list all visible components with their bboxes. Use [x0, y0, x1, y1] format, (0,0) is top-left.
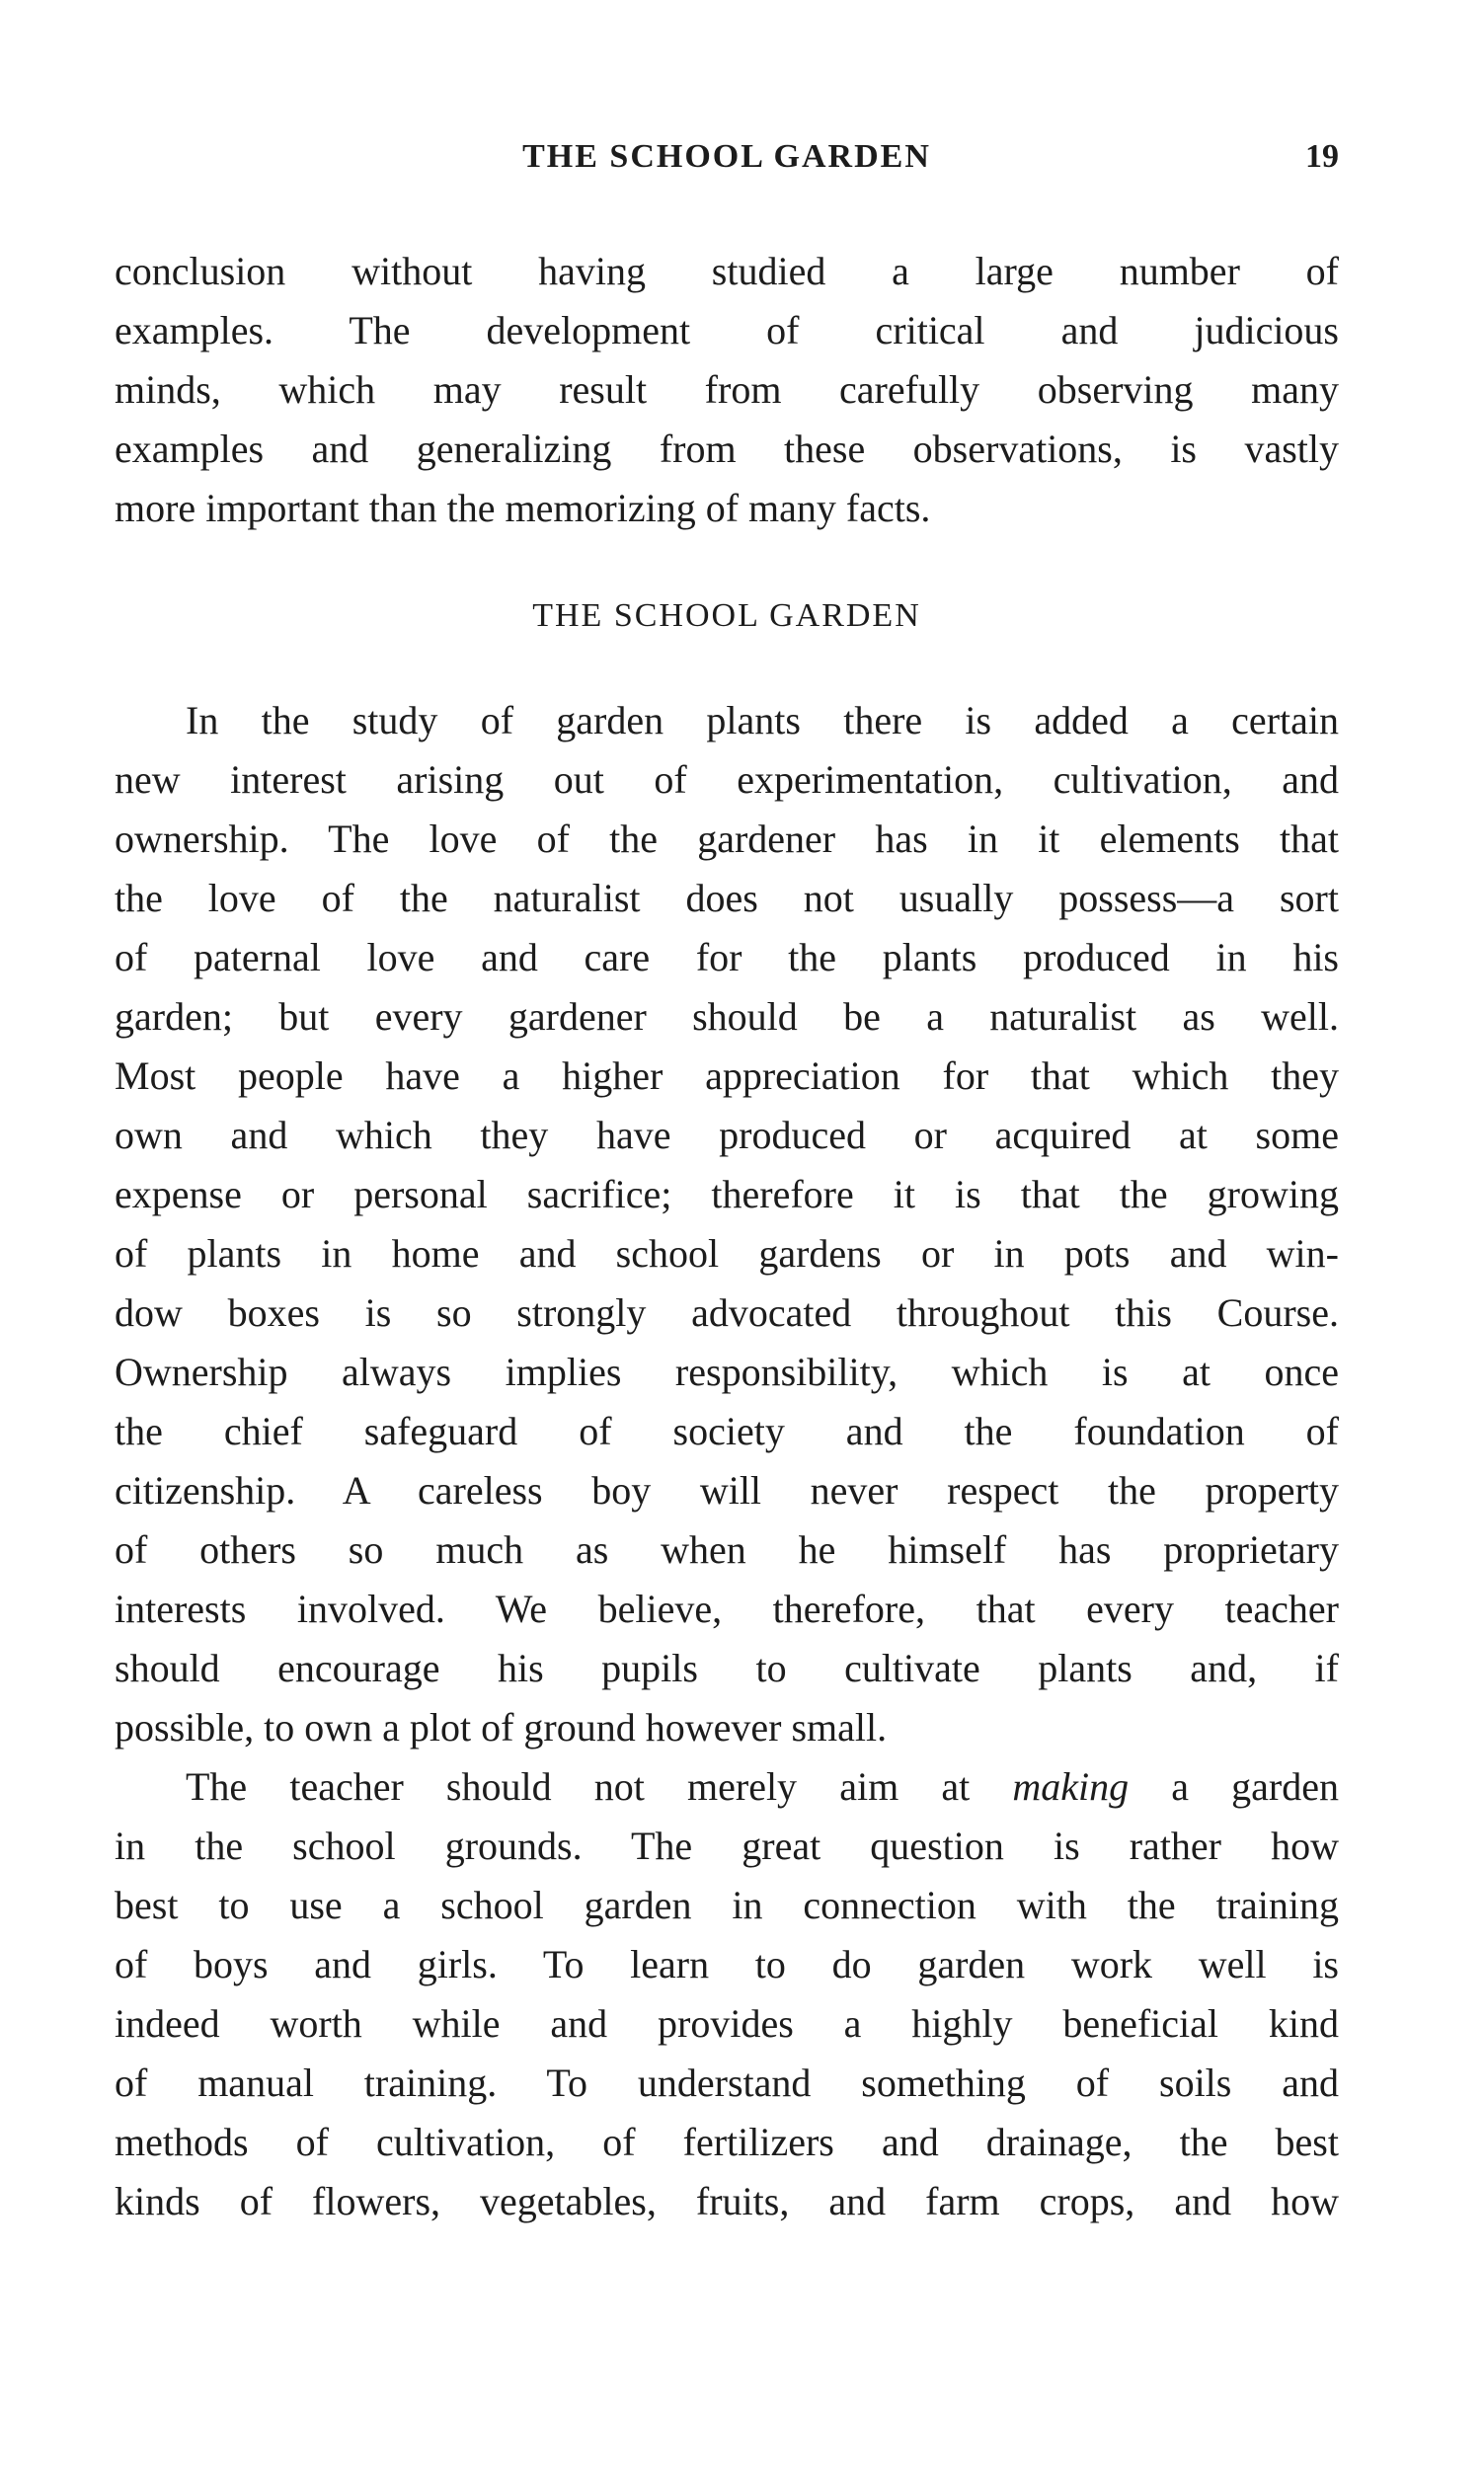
text-line: conclusion without having studied a large number of — [115, 249, 1339, 293]
text-line: the love of the naturalist does not usually possess—a sort — [115, 876, 1339, 920]
running-head — [115, 138, 1339, 197]
text-line — [115, 1757, 1339, 1817]
text-line: In the study of garden plants there is added a certain — [186, 698, 1339, 742]
text-line: of manual training. To understand something of soils and — [115, 2061, 1339, 2105]
text-segment: a garden — [1129, 1764, 1339, 1809]
text-line: indeed worth while and provides a highly beneficial kind — [115, 2001, 1339, 2046]
running-title: THE SCHOOL GARDEN — [522, 138, 931, 175]
text-line: more important than the memorizing of many facts. — [115, 486, 931, 530]
text-line: best to use a school garden in connection with the training — [115, 1883, 1339, 1927]
text-line: interests involved. We believe, therefore, that every teacher — [115, 1587, 1339, 1631]
text-line: Most people have a higher appreciation for that which they — [115, 1053, 1339, 1098]
paragraph-teacher — [115, 1757, 1339, 2231]
text-line: minds, which may result from carefully observing many — [115, 367, 1339, 412]
section-body — [115, 691, 1339, 2231]
text-line: dow boxes is so strongly advocated throughout this Course. — [115, 1290, 1339, 1335]
text-line: kinds of flowers, vegetables, fruits, and farm crops, and how — [115, 2179, 1339, 2223]
text-line: own and which they have produced or acquired at some — [115, 1113, 1339, 1157]
text-line: in the school grounds. The great question is rather how — [115, 1824, 1339, 1868]
text-line: citizenship. A careless boy will never respect the property — [115, 1468, 1339, 1513]
text-line: of paternal love and care for the plants produced in his — [115, 935, 1339, 979]
text-line: expense or personal sacrifice; therefore it is that the growing — [115, 1172, 1339, 1216]
text-line: of others so much as when he himself has proprietary — [115, 1527, 1339, 1572]
text-line: should encourage his pupils to cultivate plants and, if — [115, 1646, 1339, 1690]
text-line: methods of cultivation, of fertilizers and drainage, the best — [115, 2120, 1339, 2164]
text-line: ownership. The love of the gardener has in it elements that — [115, 817, 1339, 861]
text-line: the chief safeguard of society and the foundation of — [115, 1409, 1339, 1453]
page-number: 19 — [1305, 138, 1339, 175]
intro-paragraph — [115, 242, 1339, 538]
text-line: of boys and girls. To learn to do garden work well is — [115, 1942, 1339, 1986]
paragraph-ownership — [115, 691, 1339, 1757]
text-line: examples. The development of critical and judicious — [115, 308, 1339, 352]
text-segment: The teacher should not merely aim at — [186, 1764, 1013, 1809]
section-heading: THE SCHOOL GARDEN — [532, 597, 921, 634]
text-line: of plants in home and school gardens or in pots and win- — [115, 1231, 1339, 1276]
italic-emphasis: making — [1012, 1764, 1130, 1809]
text-line: garden; but every gardener should be a naturalist as well. — [115, 994, 1339, 1039]
text-line: Ownership always implies responsibility, which is at once — [115, 1350, 1339, 1394]
text-line: new interest arising out of experimentation, cultivation, and — [115, 757, 1339, 802]
text-line: examples and generalizing from these observations, is vastly — [115, 427, 1339, 471]
text-line: possible, to own a plot of ground however small. — [115, 1705, 888, 1750]
